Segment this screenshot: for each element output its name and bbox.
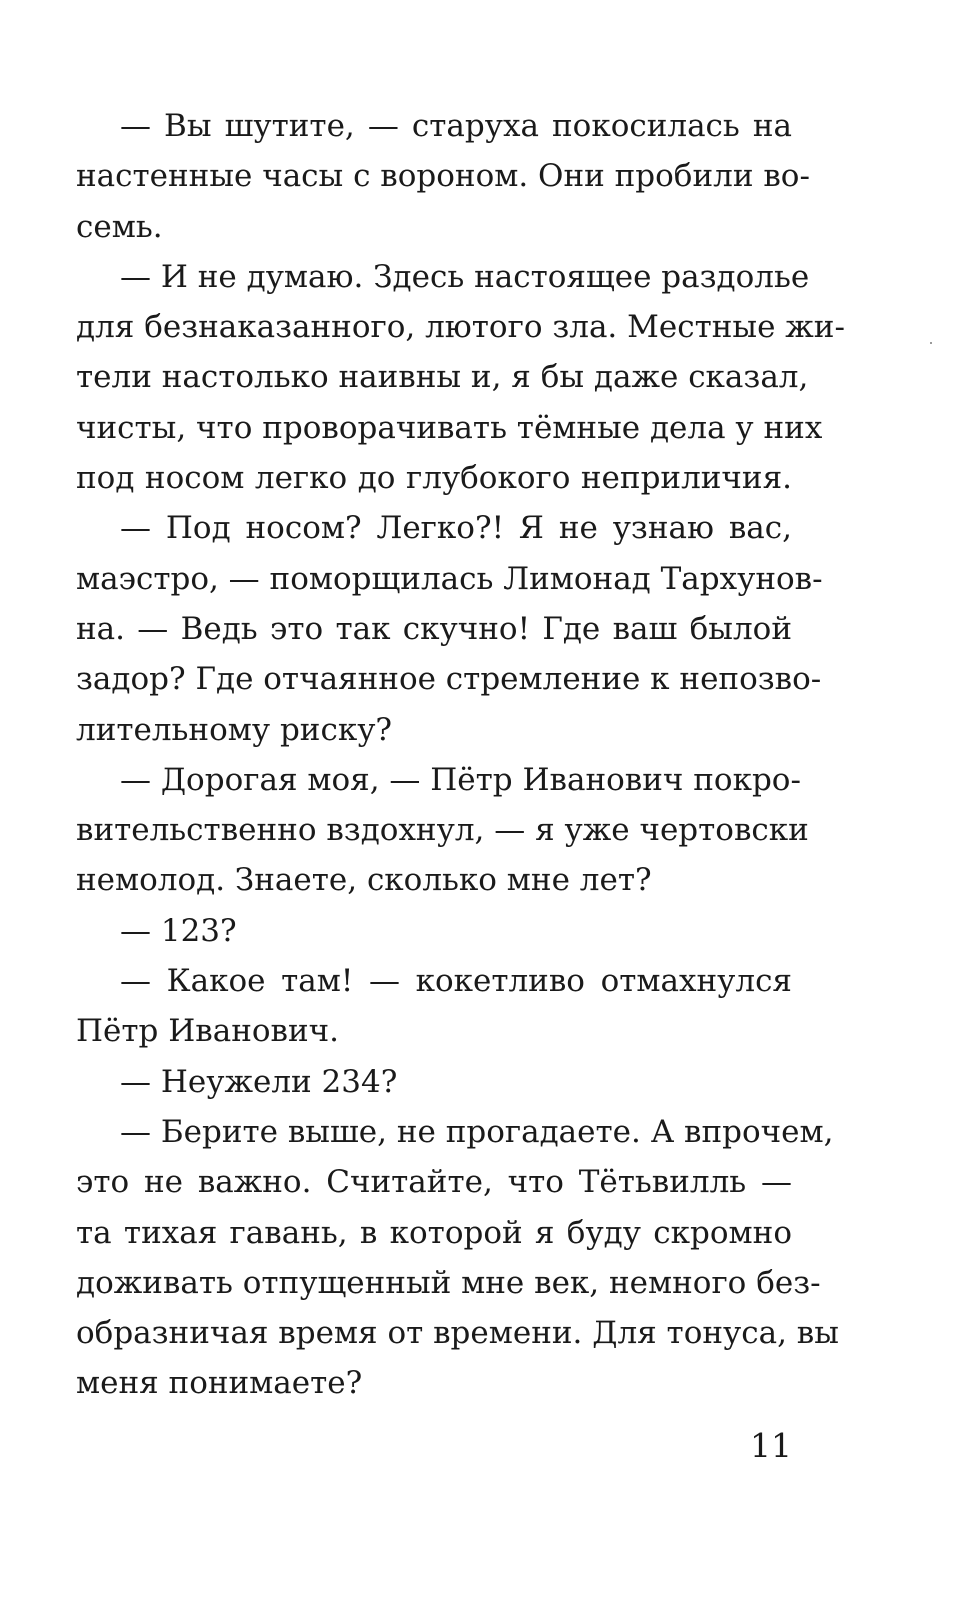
text-line: образничая время от времени. Для тонуса, вы	[76, 1315, 839, 1352]
text-line: Пётр Иванович.	[76, 1013, 339, 1050]
text-line: лительному риску?	[76, 711, 393, 748]
text-line: маэстро, — поморщилась Лимонад Тархунов-	[76, 560, 823, 597]
text-line: — Под носом? Легко?! Я не узнаю вас,	[120, 510, 792, 547]
text-line: вительственно вздохнул, — я уже чертовски	[76, 812, 809, 849]
text-line: семь.	[76, 208, 163, 245]
text-line: — Какое там! — кокетливо отмахнулся	[120, 963, 792, 1000]
text-line: доживать отпущенный мне век, немного без-	[76, 1264, 821, 1301]
text-line: чисты, что проворачивать тёмные дела у них	[76, 409, 823, 446]
text-line: та тихая гавань, в которой я буду скромно	[76, 1214, 792, 1251]
text-line: настенные часы с вороном. Они пробили во-	[76, 158, 810, 195]
text-line: это не важно. Считайте, что Тётьвилль —	[76, 1164, 792, 1201]
scan-speck	[930, 342, 932, 344]
text-line: для безнаказанного, лютого зла. Местные жи-	[76, 309, 845, 346]
text-line: под носом легко до глубокого неприличия.	[76, 460, 792, 497]
text-line: — Вы шутите, — старуха покосилась на	[120, 108, 792, 144]
text-line: на. — Ведь это так скучно! Где ваш былой	[76, 610, 792, 647]
text-line: — Дорогая моя, — Пётр Иванович покро-	[120, 761, 801, 798]
text-line: немолод. Знаете, сколько мне лет?	[76, 862, 652, 899]
text-line: — Неужели 234?	[120, 1063, 398, 1100]
text-line: — 123?	[120, 912, 237, 949]
text-line: — И не думаю. Здесь настоящее раздолье	[120, 258, 810, 295]
text-line: меня понимаете?	[76, 1365, 363, 1402]
page-number: 11	[750, 1426, 792, 1465]
text-line: тели настолько наивны и, я бы даже сказал,	[76, 359, 809, 396]
text-line: задор? Где отчаянное стремление к непозво-	[76, 661, 822, 698]
body-text	[76, 101, 845, 1409]
text-line: — Берите выше, не прогадаете. А впрочем,	[120, 1113, 834, 1150]
